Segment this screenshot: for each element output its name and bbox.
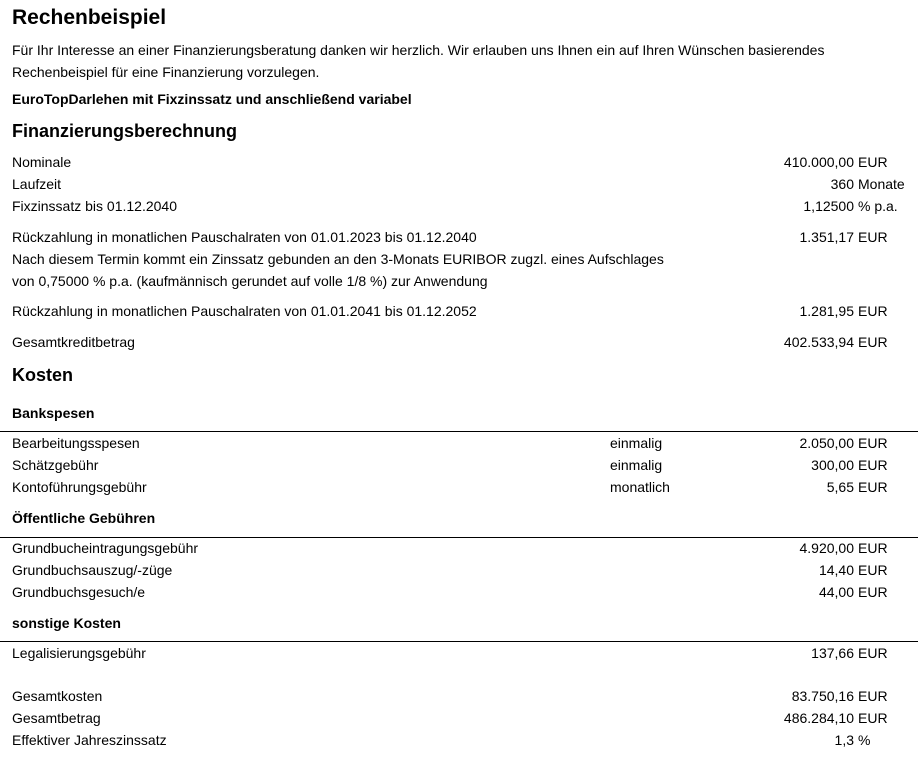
- kontofuehrungsgebuehr-value: 5,65: [826, 479, 854, 495]
- rueckzahlung-1-unit: EUR: [858, 229, 888, 245]
- sonstige-kosten-heading: sonstige Kosten: [12, 615, 121, 631]
- gesamtkosten-label: Gesamtkosten: [12, 688, 103, 704]
- nominale-unit: EUR: [858, 154, 888, 170]
- effektiver-jahreszinssatz-value: 1,3: [834, 732, 854, 748]
- financing-heading: Finanzierungsberechnung: [12, 121, 238, 141]
- legalisierungsgebuehr-value: 137,66: [811, 645, 854, 661]
- grundbuchsgesuch-unit: EUR: [858, 584, 888, 600]
- effektiver-jahreszinssatz-label: Effektiver Jahreszinssatz: [12, 732, 167, 748]
- grundbuchsauszug-label: Grundbuchsauszug/-züge: [12, 562, 173, 578]
- bankspesen-heading: Bankspesen: [12, 405, 95, 421]
- kontofuehrungsgebuehr-frequency: monatlich: [610, 479, 670, 495]
- nominale-label: Nominale: [12, 154, 72, 170]
- grundbucheintragung-value: 4.920,00: [799, 540, 854, 556]
- costs-heading: Kosten: [12, 365, 74, 385]
- bearbeitungsspesen-unit: EUR: [858, 435, 888, 451]
- gesamtkosten-unit: EUR: [858, 688, 888, 704]
- laufzeit-value: 360: [830, 176, 854, 192]
- nominale-value: 410.000,00: [783, 154, 854, 170]
- gesamtkosten-value: 83.750,16: [791, 688, 854, 704]
- schaetzgebuehr-label: Schätzgebühr: [12, 457, 99, 473]
- grundbucheintragung-label: Grundbucheintragungsgebühr: [12, 540, 199, 556]
- grundbuchsauszug-unit: EUR: [858, 562, 888, 578]
- intro-text-line-2: Rechenbeispiel für eine Finanzierung vorzulegen.: [12, 64, 320, 80]
- gesamtbetrag-unit: EUR: [858, 710, 888, 726]
- laufzeit-label: Laufzeit: [12, 176, 62, 192]
- oeffentliche-gebuehren-divider: [0, 537, 918, 538]
- gesamtkredit-value: 402.533,94: [783, 334, 854, 350]
- bearbeitungsspesen-value: 2.050,00: [799, 435, 854, 451]
- laufzeit-unit: Monate: [858, 176, 905, 192]
- schaetzgebuehr-unit: EUR: [858, 457, 888, 473]
- fixzins-value: 1,12500: [803, 198, 854, 214]
- rueckzahlung-1-value: 1.351,17: [799, 229, 854, 245]
- bearbeitungsspesen-label: Bearbeitungsspesen: [12, 435, 140, 451]
- fixzins-label: Fixzinssatz bis 01.12.2040: [12, 198, 177, 214]
- bankspesen-divider: [0, 431, 918, 432]
- bearbeitungsspesen-frequency: einmalig: [610, 435, 663, 451]
- grundbucheintragung-unit: EUR: [858, 540, 888, 556]
- schaetzgebuehr-frequency: einmalig: [610, 457, 663, 473]
- rueckzahlung-2-label: Rückzahlung in monatlichen Pauschalraten von 01.01.2041 bis 01.12.2052: [12, 303, 477, 319]
- kontofuehrungsgebuehr-label: Kontoführungsgebühr: [12, 479, 147, 495]
- effektiver-jahreszinssatz-unit: %: [858, 732, 871, 748]
- page-title: Rechenbeispiel: [12, 6, 167, 29]
- kontofuehrungsgebuehr-unit: EUR: [858, 479, 888, 495]
- grundbuchsauszug-value: 14,40: [818, 562, 854, 578]
- rate-note-line-2: von 0,75000 % p.a. (kaufmännisch gerundet auf volle 1/8 %) zur Anwendung: [12, 273, 488, 289]
- gesamtkredit-unit: EUR: [858, 334, 888, 350]
- gesamtbetrag-value: 486.284,10: [783, 710, 854, 726]
- oeffentliche-gebuehren-heading: Öffentliche Gebühren: [12, 510, 156, 526]
- grundbuchsgesuch-value: 44,00: [818, 584, 854, 600]
- rueckzahlung-1-label: Rückzahlung in monatlichen Pauschalraten von 01.01.2023 bis 01.12.2040: [12, 229, 477, 245]
- sonstige-kosten-divider: [0, 641, 918, 642]
- fixzins-unit: % p.a.: [858, 198, 898, 214]
- legalisierungsgebuehr-label: Legalisierungsgebühr: [12, 645, 146, 661]
- gesamtkredit-label: Gesamtkreditbetrag: [12, 334, 135, 350]
- rueckzahlung-2-unit: EUR: [858, 303, 888, 319]
- grundbuchsgesuch-label: Grundbuchsgesuch/e: [12, 584, 146, 600]
- gesamtbetrag-label: Gesamtbetrag: [12, 710, 101, 726]
- schaetzgebuehr-value: 300,00: [811, 457, 854, 473]
- intro-text-line-1: Für Ihr Interesse an einer Finanzierungsberatung danken wir herzlich. Wir erlauben uns Ihnen ein auf Ihren Wünschen basierendes: [12, 42, 825, 58]
- rate-note-line-1: Nach diesem Termin kommt ein Zinssatz gebunden an den 3-Monats EURIBOR zugzl. eines Aufschlages: [12, 251, 664, 267]
- product-name: EuroTopDarlehen mit Fixzinssatz und anschließend variabel: [12, 91, 412, 107]
- legalisierungsgebuehr-unit: EUR: [858, 645, 888, 661]
- rueckzahlung-2-value: 1.281,95: [799, 303, 854, 319]
